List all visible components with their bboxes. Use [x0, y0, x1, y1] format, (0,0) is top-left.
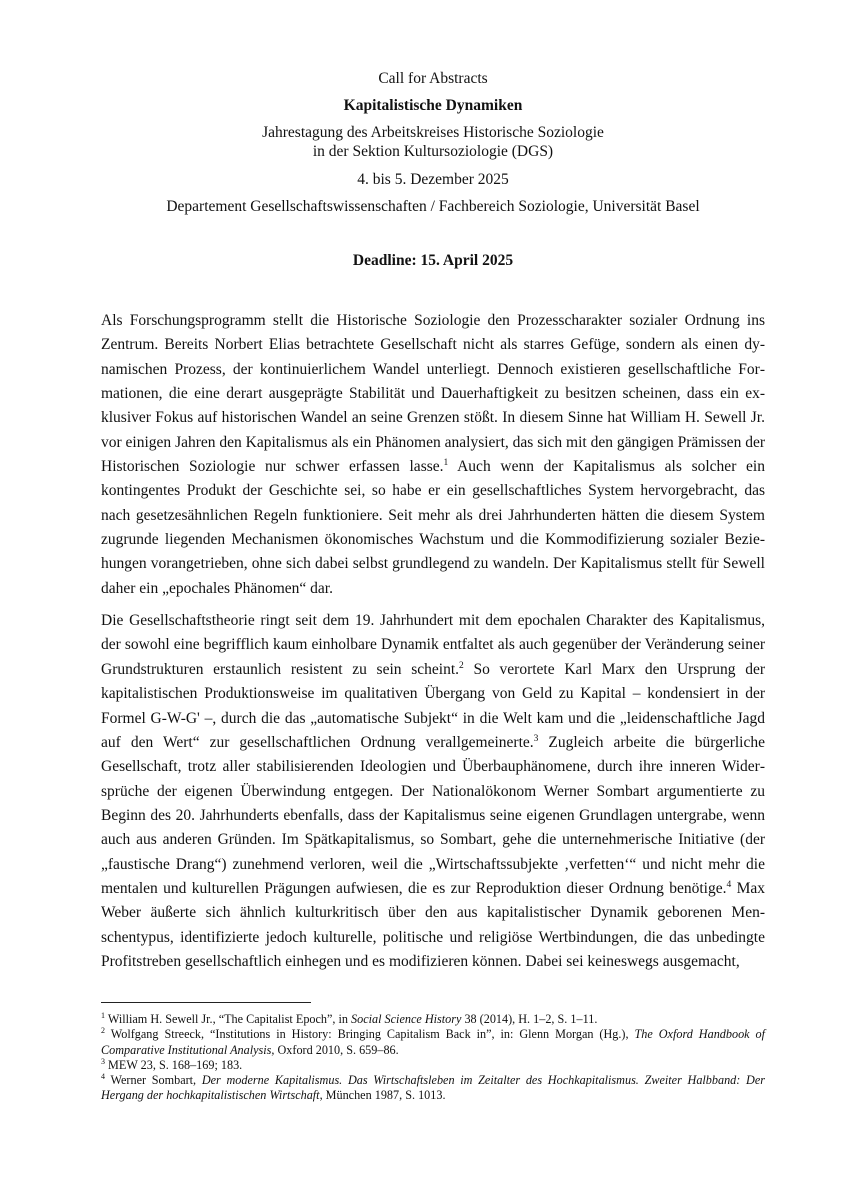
- footnote-3-text: MEW 23, S. 168–169; 183.: [105, 1057, 243, 1072]
- footnote-1-number: 1: [101, 1010, 105, 1020]
- footnote-ref-3: 3: [533, 733, 539, 744]
- footnote-4-number: 4: [101, 1072, 105, 1082]
- paragraph-1-text-a: Als Forschungsprogramm stellt die Historische Soziologie den Prozesscharakter sozialer Ordnung ins Zentrum. Bereits Norbert Elias betrachtete Gesellschaft nicht als starres Gefüge, sondern als einen dynamischen Prozess, der kontinuierlichem Wandel unterliegt. Dennoch existieren gesellschaftliche Formationen, die eine derart ausgeprägte Stabilität und Dauerhaftigkeit zu besitzen scheinen, dass ein exklusiver Fokus auf historischen Wandel an seine Grenzen stößt. In diesem Sinne hat William H. Sewell Jr. vor einigen Jahren den Kapitalismus als ein Phänomen analysiert, das sich mit den gängigen Prämissen der Historischen Soziologie nur schwer erfassen lasse.: [101, 312, 765, 476]
- footnote-2: [101, 1027, 765, 1058]
- conference-venue: Departement Gesellschaftswissenschaften / Fachbereich Soziologie, Universität Basel: [166, 198, 700, 215]
- paragraph-1: [101, 309, 765, 601]
- subtitle-line-1: Jahrestagung des Arbeitskreises Historische Soziologie: [262, 124, 604, 141]
- subtitle-line-2: in der Sektion Kultursoziologie (DGS): [312, 143, 554, 160]
- footnote-3-number: 3: [101, 1056, 105, 1066]
- body-text: [101, 309, 765, 974]
- footnote-2-text-b: , Oxford 2010, S. 659–86.: [271, 1042, 399, 1057]
- footnote-4-text-a: Werner Sombart,: [105, 1073, 202, 1088]
- footnote-1-text-b: 38 (2014), H. 1–2, S. 1–11.: [461, 1012, 598, 1026]
- footnote-4-book: Der moderne Kapitalismus. Das Wirtschaftsleben im Zeitalter des Hochkapitalismus. Zweiter Halbband: Der Hergang der hochkapitalistischen Wirtschaft: [101, 1073, 765, 1103]
- paragraph-2-text-a: Die Gesellschaftstheorie ringt seit dem 19. Jahrhundert mit dem epochalen Charakter des Kapitalismus, der sowohl eine begrifflich kaum einholbare Dynamik entfaltet als auch gegenüber der Veränderung seiner Grundstrukturen erstaunlich resistent zu sein scheint.: [101, 612, 765, 678]
- footnote-1-text-a: William H. Sewell Jr., “The Capitalist Epoch”, in: [105, 1012, 352, 1026]
- footnote-1: [101, 1012, 765, 1027]
- paragraph-2: [101, 609, 765, 974]
- page-title: Kapitalistische Dynamiken: [343, 97, 523, 114]
- footnote-2-book: The Oxford Handbook of Comparative Institutional Analysis: [101, 1027, 766, 1057]
- footnote-2-number: 2: [101, 1026, 105, 1036]
- footnote-3: [101, 1058, 765, 1073]
- footnote-divider: [101, 1002, 311, 1003]
- footnote-2-text-a: Wolfgang Streeck, “Institutions in History: Bringing Capitalism Back in”, in: Glenn Morgan (Hg.),: [105, 1027, 635, 1042]
- paragraph-1-text-b: Auch wenn der Kapitalismus als solcher ein kontingentes Produkt der Geschichte sei, so habe er ein gesellschaftliches System hervorgebracht, das nach gesetzesähnlichen Regeln funktioniere. Seit mehr als drei Jahrhunderten hätten die diesem System zugrunde liegenden Mechanismen ökonomisches Wachstum und die Kommodifizierung sozialer Beziehungen vorangetrieben, ohne sich dabei selbst grundlegend zu wandeln. Der Kapitalismus stellt für Sewell daher ein „epochales Phänomen“ dar.: [101, 458, 765, 597]
- footnote-4: [101, 1073, 765, 1104]
- deadline: Deadline: 15. April 2025: [352, 252, 514, 269]
- paragraph-2-text-c: Zugleich arbeite die bürgerliche Gesellschaft, trotz aller stabilisierenden Ideologien und Überbauphänomene, durch ihre inneren Widersprüche der eigenen Überwindung entgegen. Der Nationalökonom Werner Sombart argumentierte zu Beginn des 20. Jahrhunderts ebenfalls, dass der Kapitalismus seine eigenen Grundlagen untergrabe, wenn auch aus anderen Gründen. Im Spätkapitalismus, so Sombart, gehe die unternehmerische Initiative (der „faustische Drang“) zunehmend verloren, weil die „Wirtschaftssubjekte ‚verfetten‘“ und nicht mehr die mentalen und kulturellen Prägungen aufwiesen, die es zur Reproduktion dieser Ordnung benötige.: [101, 733, 765, 897]
- footnote-ref-4: 4: [726, 879, 732, 890]
- footnotes: [101, 1012, 765, 1104]
- footnote-1-journal: Social Science History: [351, 1012, 462, 1026]
- footnote-ref-2: 2: [459, 660, 464, 671]
- paragraph-2-text-d: Max Weber äußerte sich ähnlich kulturkritisch über den aus kapitalistischer Dynamik geborenen Menschentypus, identifizierte jedoch kulturelle, politische und religiöse Wertbindungen, die das unbedingte Profitstreben gesellschaftlich einhegen und es modifizieren können. Dabei sei keineswegs ausgemacht,: [101, 879, 765, 970]
- footnote-ref-1: 1: [443, 457, 449, 468]
- footnote-4-text-b: , München 1987, S. 1013.: [319, 1088, 446, 1103]
- call-for-abstracts-label: Call for Abstracts: [378, 70, 488, 87]
- paragraph-2-text-b: So verortete Karl Marx den Ursprung der kapitalistischen Produktionsweise im qualitativen Übergang von Geld zu Kapital – kondensiert in der Formel G-W-G' –, durch die das „automatische Subjekt“ in die Welt kam und die „leidenschaftliche Jagd auf den Wert“ zur gesellschaftlichen Ordnung verallgemeinerte.: [101, 660, 765, 751]
- conference-dates: 4. bis 5. Dezember 2025: [357, 171, 509, 188]
